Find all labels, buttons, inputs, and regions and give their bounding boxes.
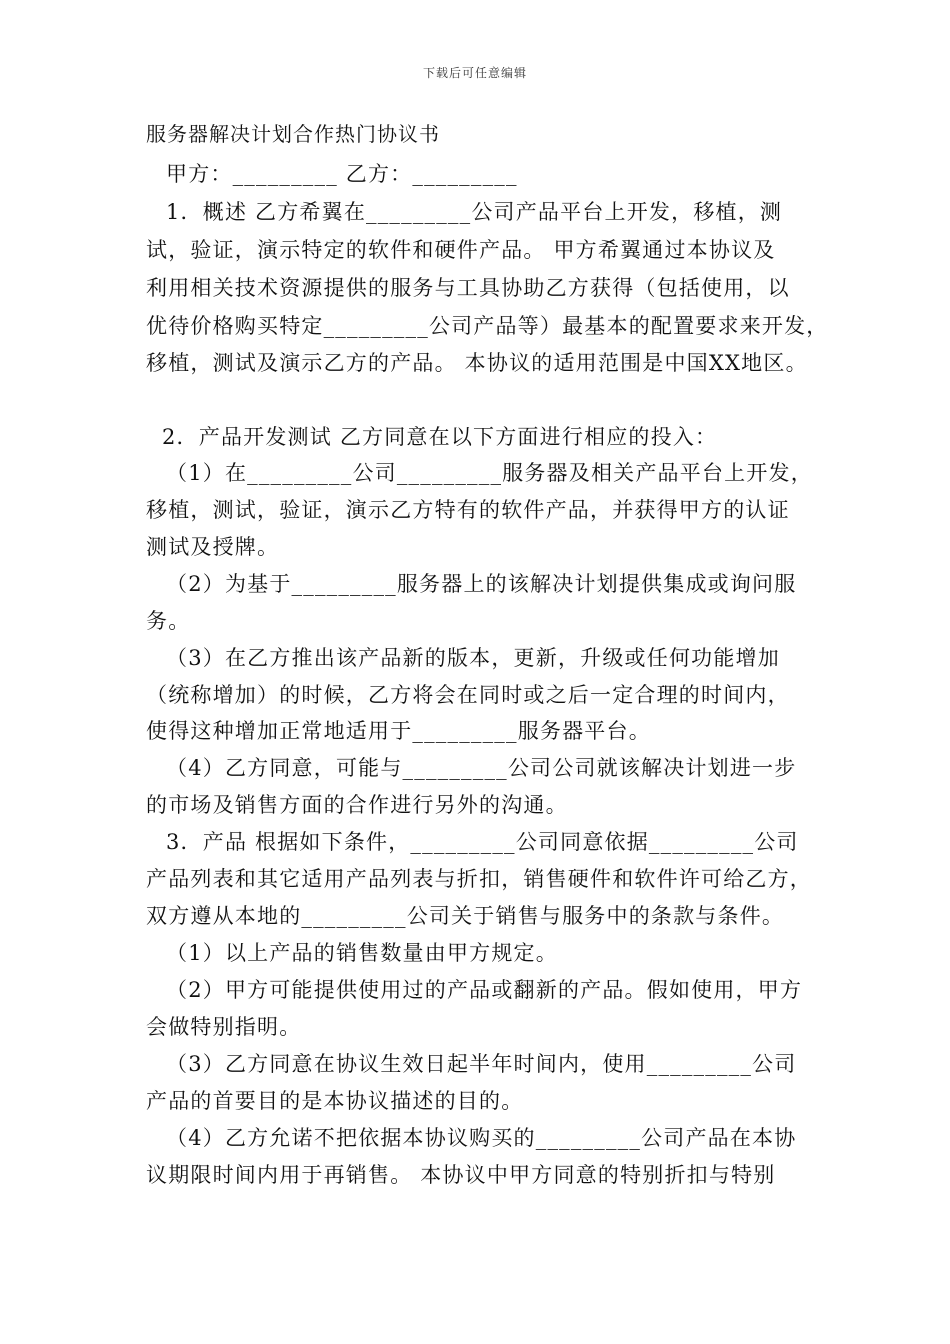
paragraph-line: 务。	[146, 609, 191, 633]
paragraph-line: 移植，测试及演示乙方的产品。 本协议的适用范围是中国XX地区。	[146, 351, 808, 375]
paragraph-line: 优待价格购买特定_________公司产品等）最基本的配置要求来开发，	[146, 314, 829, 338]
paragraph-line: 1．概述 乙方希翼在_________公司产品平台上开发，移植，测	[166, 200, 783, 224]
paragraph-line: 产品的首要目的是本协议描述的目的。	[146, 1089, 524, 1113]
section-heading-line: 3．产品 根据如下条件，_________公司同意依据_________公司	[166, 830, 799, 854]
section-heading-line: 2．产品开发测试 乙方同意在以下方面进行相应的投入：	[162, 425, 718, 449]
paragraph-line: （4）乙方同意，可能与_________公司公司就该解决计划进一步	[166, 756, 797, 780]
paragraph-line: （2）甲方可能提供使用过的产品或翻新的产品。假如使用，甲方	[166, 978, 803, 1002]
paragraph-line: 试，验证，演示特定的软件和硬件产品。 甲方希翼通过本协议及	[146, 238, 776, 262]
paragraph-line: （1）以上产品的销售数量由甲方规定。	[166, 941, 558, 965]
paragraph-line: 的市场及销售方面的合作进行另外的沟通。	[146, 793, 568, 817]
document-title: 服务器解决计划合作热门协议书	[146, 122, 440, 146]
paragraph-line: 议期限时间内用于再销售。 本协议中甲方同意的特别折扣与特别	[146, 1163, 776, 1187]
paragraph-line: （4）乙方允诺不把依据本协议购买的_________公司产品在本协	[166, 1126, 797, 1150]
paragraph-line: 利用相关技术资源提供的服务与工具协助乙方获得（包括使用，以	[146, 276, 790, 300]
paragraph-line: 产品列表和其它适用产品列表与折扣，销售硬件和软件许可给乙方，	[146, 867, 812, 891]
paragraph-line: 双方遵从本地的_________公司关于销售与服务中的条款与条件。	[146, 904, 785, 928]
paragraph-line: （统称增加）的时候，乙方将会在同时或之后一定合理的时间内，	[146, 683, 790, 707]
paragraph-line: 移植，测试，验证，演示乙方特有的软件产品，并获得甲方的认证	[146, 498, 790, 522]
paragraph-line: （2）为基于_________服务器上的该解决计划提供集成或询问服	[166, 572, 797, 596]
paragraph-line: 测试及授牌。	[146, 535, 280, 559]
paragraph-line: （3）在乙方推出该产品新的版本，更新，升级或任何功能增加	[166, 646, 780, 670]
paragraph-line: 使得这种增加正常地适用于_________服务器平台。	[146, 719, 651, 743]
paragraph-line: （3）乙方同意在协议生效日起半年时间内，使用_________公司	[166, 1052, 797, 1076]
party-line: 甲方：_________ 乙方：_________	[166, 162, 518, 186]
page-header: 下载后可任意编辑	[422, 66, 527, 80]
paragraph-line: 会做特别指明。	[146, 1015, 302, 1039]
paragraph-line: （1）在_________公司_________服务器及相关产品平台上开发，	[166, 461, 813, 485]
